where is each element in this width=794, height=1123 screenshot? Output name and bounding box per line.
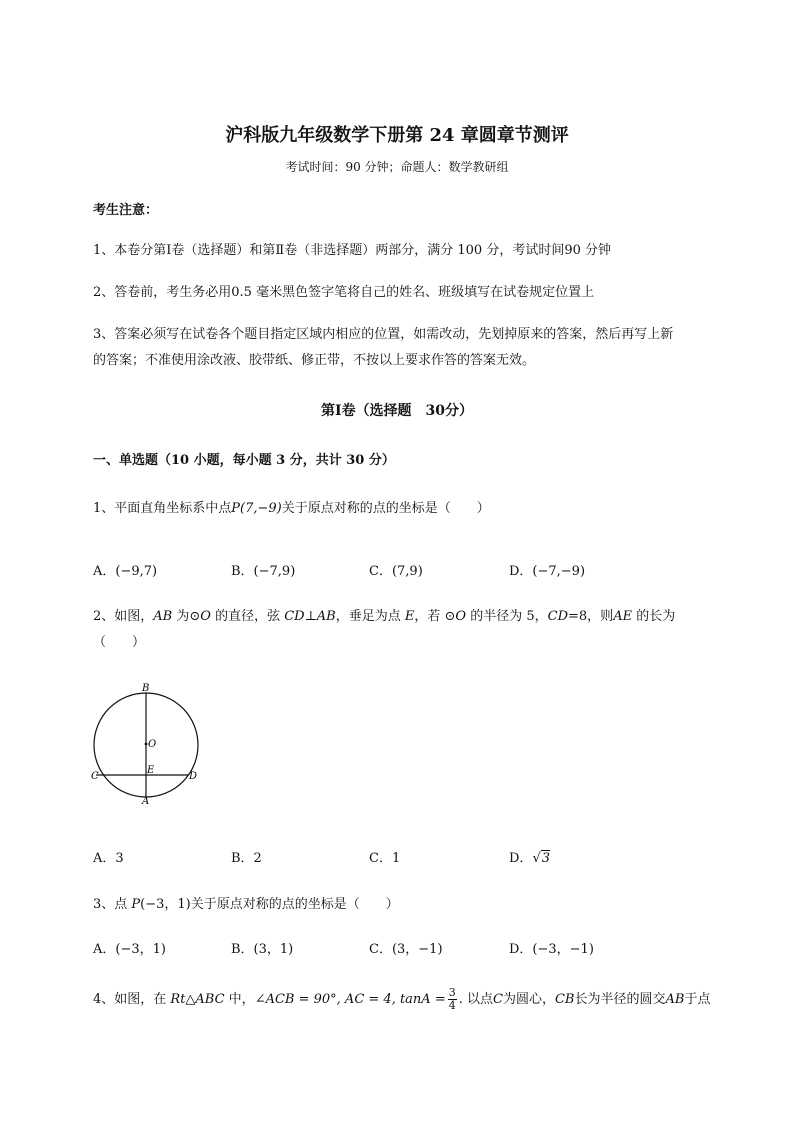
q2-option-b[interactable]: B．2 [231,851,262,866]
q1-option-b[interactable]: B．(−7,9) [231,564,296,579]
question-3 [93,895,399,915]
question-4 [93,987,710,1012]
q4-condition: ∠ACB = 90°, AC = 4, tanA = [254,992,446,1007]
q2-seg: ，若 ⊙ [414,609,456,624]
q1-option-c[interactable]: C．(7,9) [369,564,423,579]
q3-text-pre: 3、点 [93,897,132,912]
q1-text-post: 关于原点对称的点的坐标是（ ） [281,501,490,516]
label-e: E [147,765,155,776]
q3-option-a[interactable]: A．(−3，1) [93,942,166,957]
notice-item-3-cont: 的答案；不准使用涂改液、胶带纸、修正带，不按以上要求作答的答案无效。 [93,353,536,368]
q2-seg: 的长为 [632,609,676,624]
sqrt-symbol: √3 [532,851,551,866]
q2-seg: 为⊙ [172,609,201,624]
notice-heading: 考生注意： [93,203,159,218]
center-point [145,743,148,746]
q2-seg: ，垂足为点 [335,609,405,624]
question-1 [93,499,490,519]
q2-var-o: O [200,609,211,624]
q2-option-d-radicand: 3 [541,851,551,866]
q2-var-ae: AE [613,609,633,624]
q4-seg: 4、如图，在 [93,992,171,1007]
q2-var-e: E [404,609,415,624]
q3-option-b[interactable]: B．(3，1) [231,942,294,957]
q2-seg: =8，则 [568,609,614,624]
q1-point: P(7,−9) [231,501,282,516]
q2-var-cd-ab: CD⊥AB [284,609,336,624]
q4-var-ab: AB [665,992,685,1007]
q4-seg: 长为半径的圆交 [574,992,666,1007]
notice-item-1: 1、本卷分第Ⅰ卷（选择题）和第Ⅱ卷（非选择题）两部分，满分 100 分，考试时间90 分钟 [93,243,611,258]
label-c: C [91,771,99,782]
question-2 [93,607,675,627]
label-o: O [148,739,157,750]
q2-seg: 2、如图， [93,609,154,624]
q2-option-a[interactable]: A．3 [93,851,124,866]
fraction-numerator: 3 [448,986,456,999]
q4-var-c: C [493,992,503,1007]
label-a: A [142,796,150,807]
q3-text-post: (−3，1)关于原点对称的点的坐标是（ ） [140,897,399,912]
q2-seg: 的直径，弦 [210,609,285,624]
q2-option-c[interactable]: C．1 [369,851,401,866]
notice-item-2: 2、答卷前，考生务必用0.5 毫米黑色签字笔将自己的姓名、班级填写在试卷规定位置上 [93,285,595,300]
q1-option-d[interactable]: D．(−7,−9) [509,564,586,579]
q2-var-cd: CD [547,609,569,624]
q4-var-cb: CB [554,992,575,1007]
q3-option-d[interactable]: D．(−3，−1) [509,942,594,957]
q2-blank: （ ） [93,635,146,650]
notice-item-3: 3、答案必须写在试卷各个题目指定区域内相应的位置，如需改动，先划掉原来的答案，然后再写上新 [93,327,674,342]
q3-option-c[interactable]: C．(3，−1) [369,942,443,957]
fraction-denominator: 4 [448,999,456,1012]
q2-option-d[interactable] [509,847,550,866]
q2-var-ab: AB [153,609,173,624]
label-b: B [142,683,150,694]
q2-seg: 的半径为 5， [466,609,548,624]
q4-seg: 于点 [684,992,711,1007]
q4-triangle: Rt△ABC [170,992,225,1007]
q4-seg: . 以点 [458,992,493,1007]
q2-var-o: O [455,609,467,624]
page-title: 沪科版九年级数学下册第 24 章圆章节测评 [225,125,569,146]
circle-figure [86,680,206,810]
q3-point: P [131,897,141,912]
q4-seg: 为圆心， [502,992,555,1007]
q1-text-pre: 1、平面直角坐标系中点 [93,501,232,516]
label-d: D [189,771,198,782]
q1-option-a[interactable]: A．(−9,7) [93,564,158,579]
section-heading: 一、单选题（10 小题，每小题 3 分，共计 30 分） [93,453,395,468]
q4-seg: 中， [224,992,255,1007]
q4-fraction [448,987,457,1012]
part1-title: 第Ⅰ卷（选择题 30分） [320,403,474,419]
q2-option-d-prefix: D． [509,851,533,866]
exam-info: 考试时间：90 分钟；命题人：数学教研组 [285,160,509,174]
